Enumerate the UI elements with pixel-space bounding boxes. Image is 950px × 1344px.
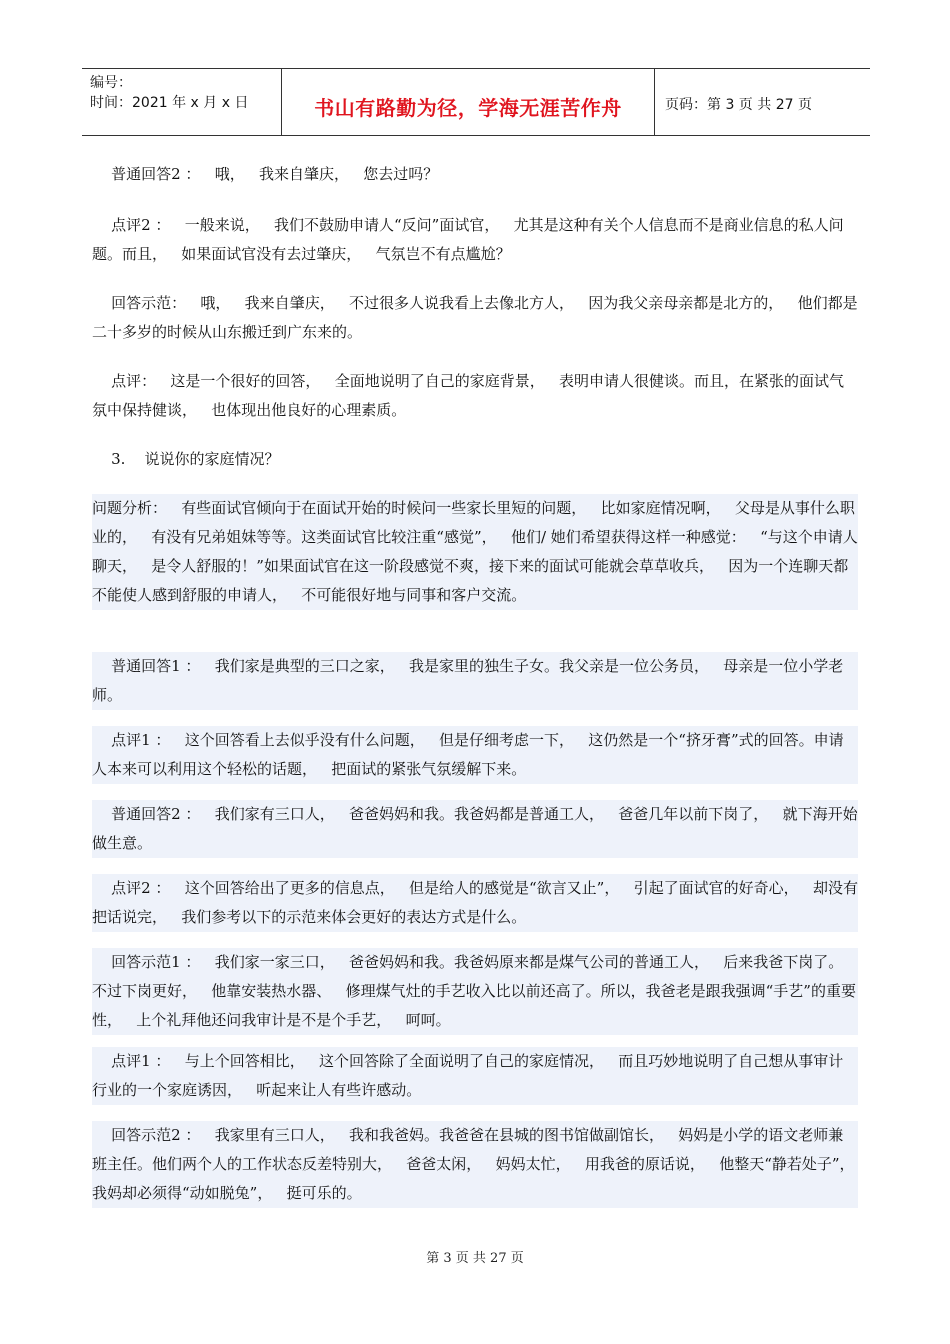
paragraph-family-sample-comment-1: 点评1 ： 与上个回答相比， 这个回答除了全面说明了自己的家庭情况， 而且巧妙地说明了自己想从事审计行业的一个家庭诱因， 听起来让人有些许感动。 (92, 1047, 858, 1105)
paragraph-family-comment-2: 点评2 ： 这个回答给出了更多的信息点， 但是给人的感觉是“欲言又止”， 引起了面试官的好奇心， 却没有把话说完， 我们参考以下的示范来体会更好的表达方式是什么。 (92, 874, 858, 932)
paragraph-family-comment-1: 点评1 ： 这个回答看上去似乎没有什么问题， 但是仔细考虑一下， 这仍然是一个“挤牙膏”式的回答。申请人本来可以利用这个轻松的话题， 把面试的紧张气氛缓解下来。 (92, 726, 858, 784)
paragraph-comment-2: 点评2 ： 一般来说， 我们不鼓励申请人“反问”面试官， 尤其是这种有关个人信息而不是商业信息的私人问题。而且， 如果面试官没有去过肇庆， 气氛岂不有点尴尬？ (92, 216, 844, 263)
paragraph-family-answer-2: 普通回答2 ： 我们家有三口人， 爸爸妈妈和我。我爸妈都是普通工人， 爸爸几年以前下岗了， 就下海开始做生意。 (92, 800, 858, 858)
document-number: 编号： (90, 75, 132, 91)
header-slogan: 书山有路勤为径，学海无涯苦作舟 (282, 69, 655, 135)
paragraph-question-analysis: 问题分析： 有些面试官倾向于在面试开始的时候问一些家长里短的问题， 比如家庭情况啊， 父母是从事什么职业的， 有没有兄弟姐妹等等。这类面试官比较注重“感觉”， 他们/ 她们希望获得这样一种感觉： “与这个申请人聊天， 是令人舒服的！”如果面试官在这一阶段感觉不爽，接下来的面试可能就会草草收兵， 因为一个连聊天都不能使人感到舒服的申请人， 不可能很好地与同事和客户交流。 (92, 494, 858, 610)
paragraph-sample-answer: 回答示范： 哦， 我来自肇庆， 不过很多人说我看上去像北方人， 因为我父亲母亲都是北方的， 他们都是二十多岁的时候从山东搬迁到广东来的。 (92, 294, 858, 341)
paragraph-comment: 点评： 这是一个很好的回答， 全面地说明了自己的家庭背景， 表明申请人很健谈。而且，在紧张的面试气氛中保持健谈， 也体现出他良好的心理素质。 (92, 372, 844, 419)
header-meta (82, 69, 282, 135)
page-footer: 第 3 页 共 27 页 (426, 1251, 524, 1266)
page-header (82, 68, 870, 136)
paragraph-family-sample-2: 回答示范2 ： 我家里有三口人， 我和我爸妈。我爸爸在县城的图书馆做副馆长， 妈妈是小学的语文老师兼班主任。他们两个人的工作状态反差特别大， 爸爸太闲， 妈妈太忙， 用我爸的原话说， 他整天“静若处子”， 我妈却必须得“动如脱兔”， 挺可乐的。 (92, 1121, 858, 1208)
document-date: 时间：2021 年 x 月 x 日 (90, 95, 249, 111)
header-page-number: 页码：第 3 页 共 27 页 (665, 97, 812, 113)
paragraph-family-sample-1: 回答示范1 ： 我们家一家三口， 爸爸妈妈和我。我爸妈原来都是煤气公司的普通工人， 后来我爸下岗了。不过下岗更好， 他靠安装热水器、 修理煤气灶的手艺收入比以前还高了。所以，我爸老是跟我强调“手艺”的重要性， 上个礼拜他还问我审计是不是个手艺， 呵呵。 (92, 948, 858, 1035)
paragraph-family-answer-1: 普通回答1 ： 我们家是典型的三口之家， 我是家里的独生子女。我父亲是一位公务员， 母亲是一位小学老师。 (92, 652, 858, 710)
question-heading-3: 3. 说说你的家庭情况？ (92, 450, 280, 468)
paragraph-answer-2: 普通回答2 ： 哦， 我来自肇庆， 您去过吗？ (92, 165, 439, 183)
